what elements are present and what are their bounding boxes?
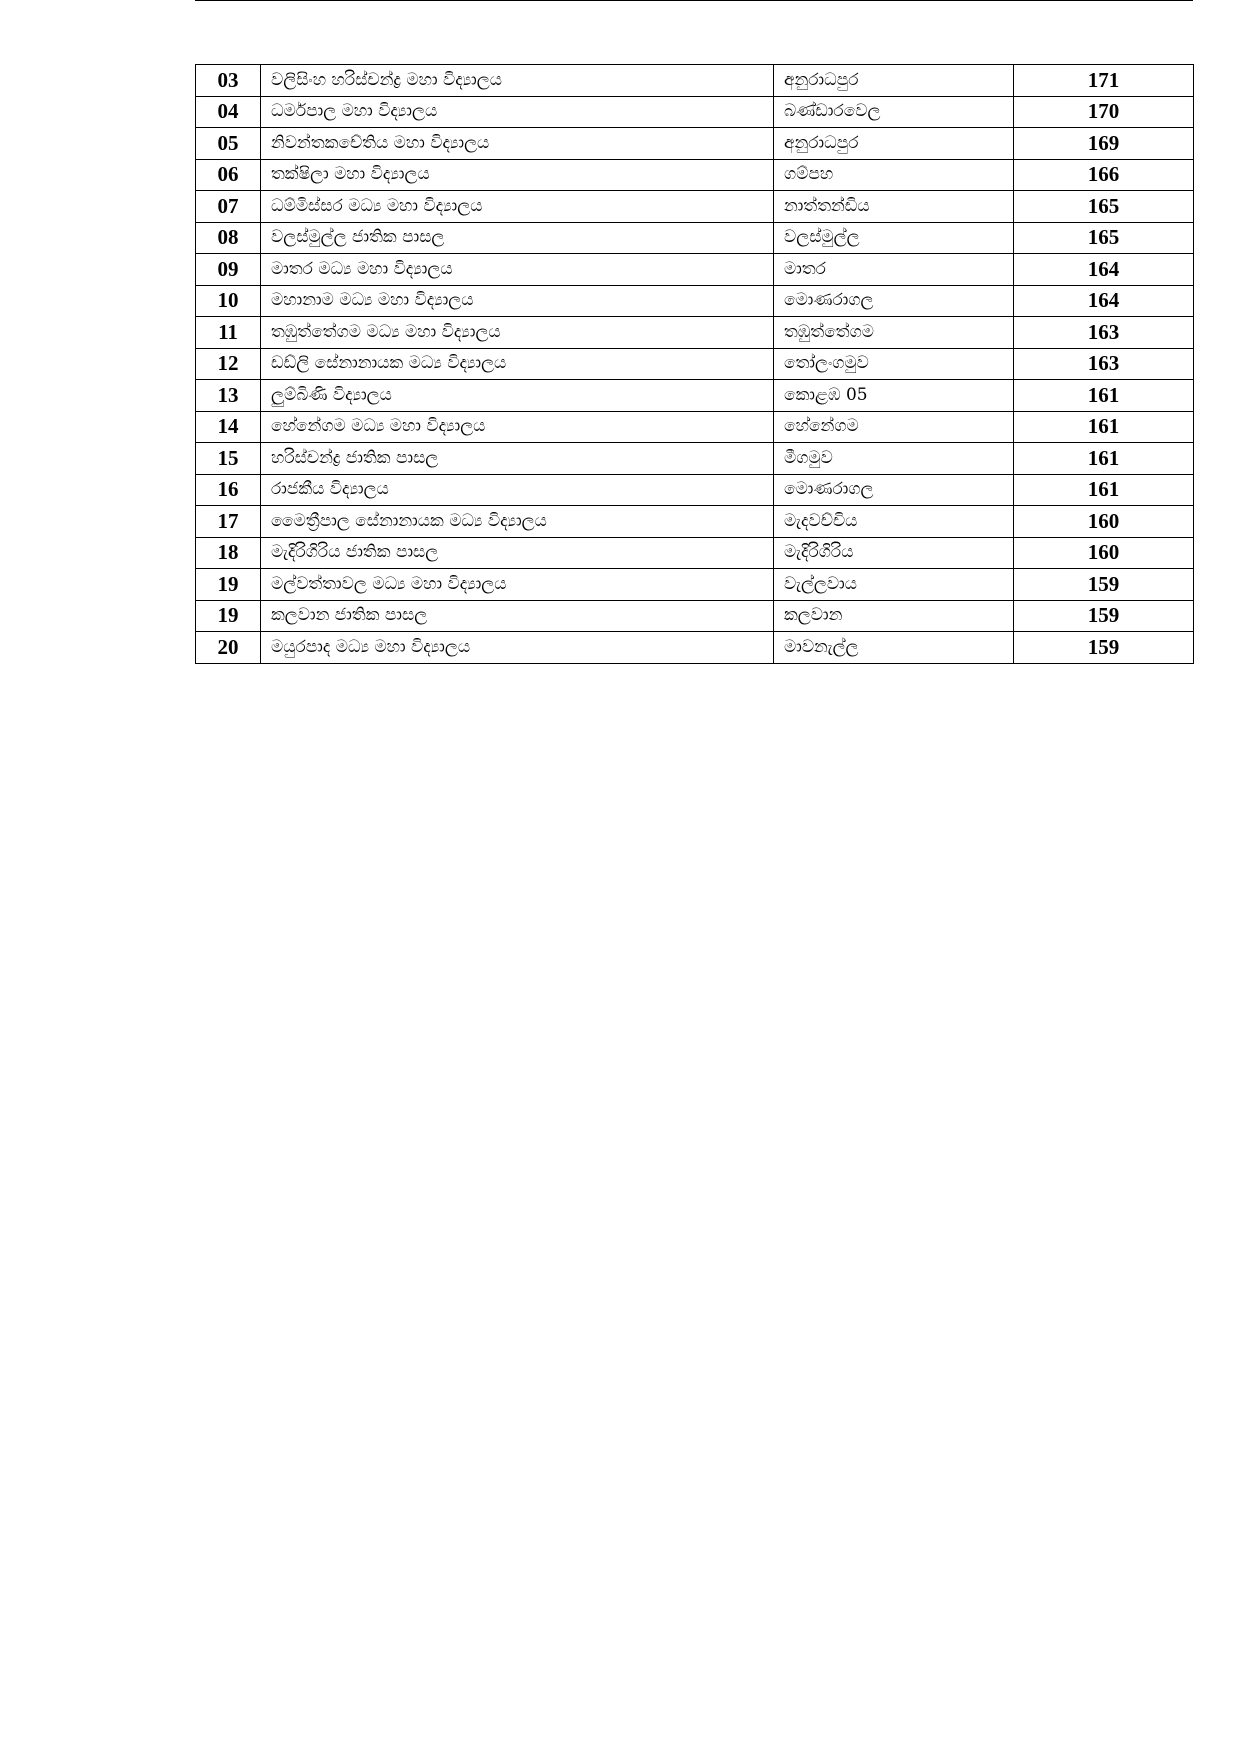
table-row [196, 443, 1194, 475]
table-row [196, 65, 1194, 97]
rank-cell: 17 [196, 506, 261, 538]
school-name-cell: මයුරපාද මධ්‍ය මහා විද්‍යාලය [261, 632, 774, 664]
town-cell: අනුරාධපුර [774, 128, 1014, 160]
rank-cell: 10 [196, 285, 261, 317]
rank-cell: 03 [196, 65, 261, 97]
town-cell: කලවාන [774, 600, 1014, 632]
table-row [196, 600, 1194, 632]
table-row [196, 474, 1194, 506]
table-row [196, 380, 1194, 412]
school-name-cell: රාජකීය විද්‍යාලය [261, 474, 774, 506]
school-name-cell: තක්ෂිලා මහා විද්‍යාලය [261, 159, 774, 191]
town-cell: මැදවච්චිය [774, 506, 1014, 538]
school-name-cell: කලවාන ජාතික පාසල [261, 600, 774, 632]
score-cell: 161 [1014, 380, 1194, 412]
town-cell: මාතර [774, 254, 1014, 286]
rank-cell: 05 [196, 128, 261, 160]
rank-cell: 19 [196, 600, 261, 632]
town-cell: නාත්තන්ඩිය [774, 191, 1014, 223]
table-row [196, 569, 1194, 601]
results-table [195, 64, 1194, 664]
town-cell: වැල්ලවාය [774, 569, 1014, 601]
town-cell: ගම්පහ [774, 159, 1014, 191]
score-cell: 163 [1014, 317, 1194, 349]
school-name-cell: ධම්මිස්සර මධ්‍ය මහා විද්‍යාලය [261, 191, 774, 223]
score-cell: 164 [1014, 285, 1194, 317]
rank-cell: 14 [196, 411, 261, 443]
table-row [196, 222, 1194, 254]
rank-cell: 13 [196, 380, 261, 412]
school-name-cell: වලස්මුල්ල ජාතික පාසල [261, 222, 774, 254]
rank-cell: 20 [196, 632, 261, 664]
table-row [196, 128, 1194, 160]
town-cell: වලස්මුල්ල [774, 222, 1014, 254]
table-row [196, 285, 1194, 317]
rank-cell: 12 [196, 348, 261, 380]
rank-cell: 04 [196, 96, 261, 128]
school-name-cell: ඩඩ්ලි සේනානායක මධ්‍ය විද්‍යාලය [261, 348, 774, 380]
score-cell: 161 [1014, 474, 1194, 506]
score-cell: 165 [1014, 222, 1194, 254]
table-row [196, 254, 1194, 286]
school-name-cell: හේනේගම මධ්‍ය මහා විද්‍යාලය [261, 411, 774, 443]
top-rule [195, 0, 1193, 1]
score-cell: 163 [1014, 348, 1194, 380]
town-cell: කොළඹ 05 [774, 380, 1014, 412]
results-table-body [196, 65, 1194, 664]
rank-cell: 18 [196, 537, 261, 569]
school-name-cell: ලුම්බිණි විද්‍යාලය [261, 380, 774, 412]
school-name-cell: මහානාම මධ්‍ය මහා විද්‍යාලය [261, 285, 774, 317]
table-row [196, 537, 1194, 569]
school-name-cell: ධර්මපාල මහා විද්‍යාලය [261, 96, 774, 128]
table-row [196, 96, 1194, 128]
town-cell: තඹුත්තේගම [774, 317, 1014, 349]
score-cell: 160 [1014, 537, 1194, 569]
school-name-cell: මෛත්‍රීපාල සේනානායක මධ්‍ය විද්‍යාලය [261, 506, 774, 538]
rank-cell: 16 [196, 474, 261, 506]
table-row [196, 191, 1194, 223]
score-cell: 166 [1014, 159, 1194, 191]
score-cell: 161 [1014, 411, 1194, 443]
town-cell: මීගමුව [774, 443, 1014, 475]
town-cell: මොණරාගල [774, 474, 1014, 506]
table-row [196, 317, 1194, 349]
rank-cell: 07 [196, 191, 261, 223]
rank-cell: 08 [196, 222, 261, 254]
score-cell: 169 [1014, 128, 1194, 160]
score-cell: 160 [1014, 506, 1194, 538]
table-row [196, 348, 1194, 380]
school-name-cell: නිවන්තකචේතිය මහා විද්‍යාලය [261, 128, 774, 160]
town-cell: හේනේගම [774, 411, 1014, 443]
rank-cell: 15 [196, 443, 261, 475]
table-row [196, 632, 1194, 664]
town-cell: බණ්ඩාරවෙල [774, 96, 1014, 128]
school-name-cell: තඹුත්තේගම මධ්‍ය මහා විද්‍යාලය [261, 317, 774, 349]
rank-cell: 06 [196, 159, 261, 191]
score-cell: 165 [1014, 191, 1194, 223]
rank-cell: 11 [196, 317, 261, 349]
school-name-cell: මාතර මධ්‍ය මහා විද්‍යාලය [261, 254, 774, 286]
rank-cell: 09 [196, 254, 261, 286]
table-row [196, 506, 1194, 538]
score-cell: 159 [1014, 600, 1194, 632]
school-name-cell: මැදිරිගිරිය ජාතික පාසල [261, 537, 774, 569]
score-cell: 170 [1014, 96, 1194, 128]
score-cell: 171 [1014, 65, 1194, 97]
table-row [196, 411, 1194, 443]
town-cell: අනුරාධපුර [774, 65, 1014, 97]
town-cell: තෝලංගමුව [774, 348, 1014, 380]
table-row [196, 159, 1194, 191]
rank-cell: 19 [196, 569, 261, 601]
school-name-cell: මල්වත්තාවල මධ්‍ය මහා විද්‍යාලය [261, 569, 774, 601]
score-cell: 161 [1014, 443, 1194, 475]
score-cell: 159 [1014, 569, 1194, 601]
town-cell: මොණරාගල [774, 285, 1014, 317]
town-cell: මාවනැල්ල [774, 632, 1014, 664]
town-cell: මැදිරිගිරිය [774, 537, 1014, 569]
score-cell: 164 [1014, 254, 1194, 286]
score-cell: 159 [1014, 632, 1194, 664]
school-name-cell: වලිසිංහ හරිස්චන්ද්‍ර මහා විද්‍යාලය [261, 65, 774, 97]
school-name-cell: හරිස්චන්ද්‍ර ජාතික පාසල [261, 443, 774, 475]
